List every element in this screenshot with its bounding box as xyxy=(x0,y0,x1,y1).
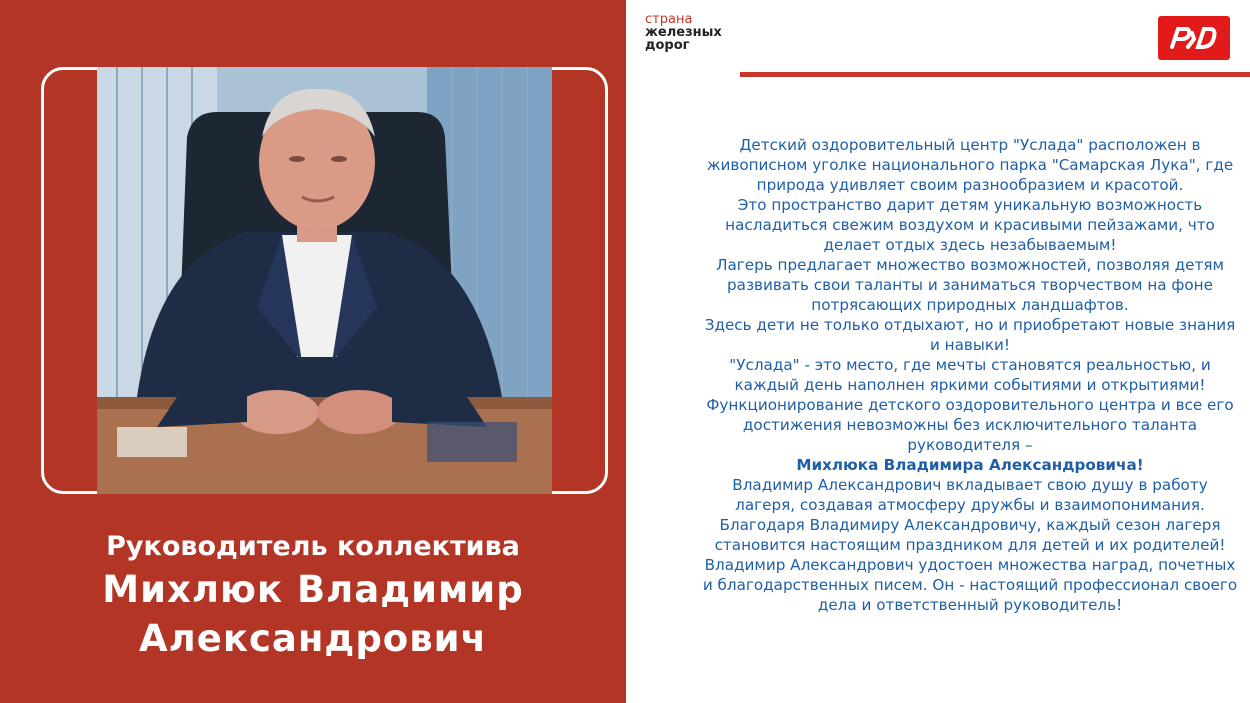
rzd-logo xyxy=(1158,16,1230,60)
brand-line3: дорог xyxy=(645,38,690,53)
body-text xyxy=(700,135,1240,615)
caption-name-line1: Михлюк Владимир xyxy=(102,568,524,611)
brand-wordmark xyxy=(645,13,722,52)
brand-line2: железных xyxy=(645,25,722,40)
paragraph: Благодаря Владимиру Александровичу, каждый сезон лагеря становится настоящим праздником для детей и их родителей! xyxy=(714,516,1226,554)
paragraph: Владимир Александрович вкладывает свою душу в работу лагеря, создавая атмосферу дружбы и взаимопонимания. xyxy=(732,476,1208,514)
paragraph: Здесь дети не только отдыхают, но и приобретают новые знания и навыки! xyxy=(704,316,1236,354)
paragraph: Детский оздоровительный центр "Услада" расположен в живописном уголке национального парка "Самарская Лука", где природа удивляет своим разнообразием и красотой. xyxy=(706,136,1234,194)
paragraph: Это пространство дарит детям уникальную возможность насладиться свежим воздухом и красивыми пейзажами, что делает отдых здесь незабываемым! xyxy=(725,196,1215,254)
header-rule xyxy=(740,72,1250,77)
portrait-photo xyxy=(97,67,552,494)
paragraph: Владимир Александрович удостоен множества наград, почетных и благодарственных писем. Он - настоящий профессионал своего дела и ответственный руководитель! xyxy=(702,556,1238,614)
caption-role: Руководитель коллектива xyxy=(106,531,520,562)
caption-name-line2: Александрович xyxy=(139,617,487,660)
paragraph: Лагерь предлагает множество возможностей, позволяя детям развивать свои таланты и заниматься творчеством на фоне потрясающих природных ландшафтов. xyxy=(716,256,1224,314)
paragraph: Функционирование детского оздоровительного центра и все его достижения невозможны без исключительного таланта руководителя – xyxy=(706,396,1234,454)
brand-line1: страна xyxy=(645,12,693,27)
highlight-name: Михлюка Владимира Александровича! xyxy=(796,456,1144,474)
paragraph: "Услада" - это место, где мечты становятся реальностью, и каждый день наполнен яркими событиями и открытиями! xyxy=(729,356,1211,394)
